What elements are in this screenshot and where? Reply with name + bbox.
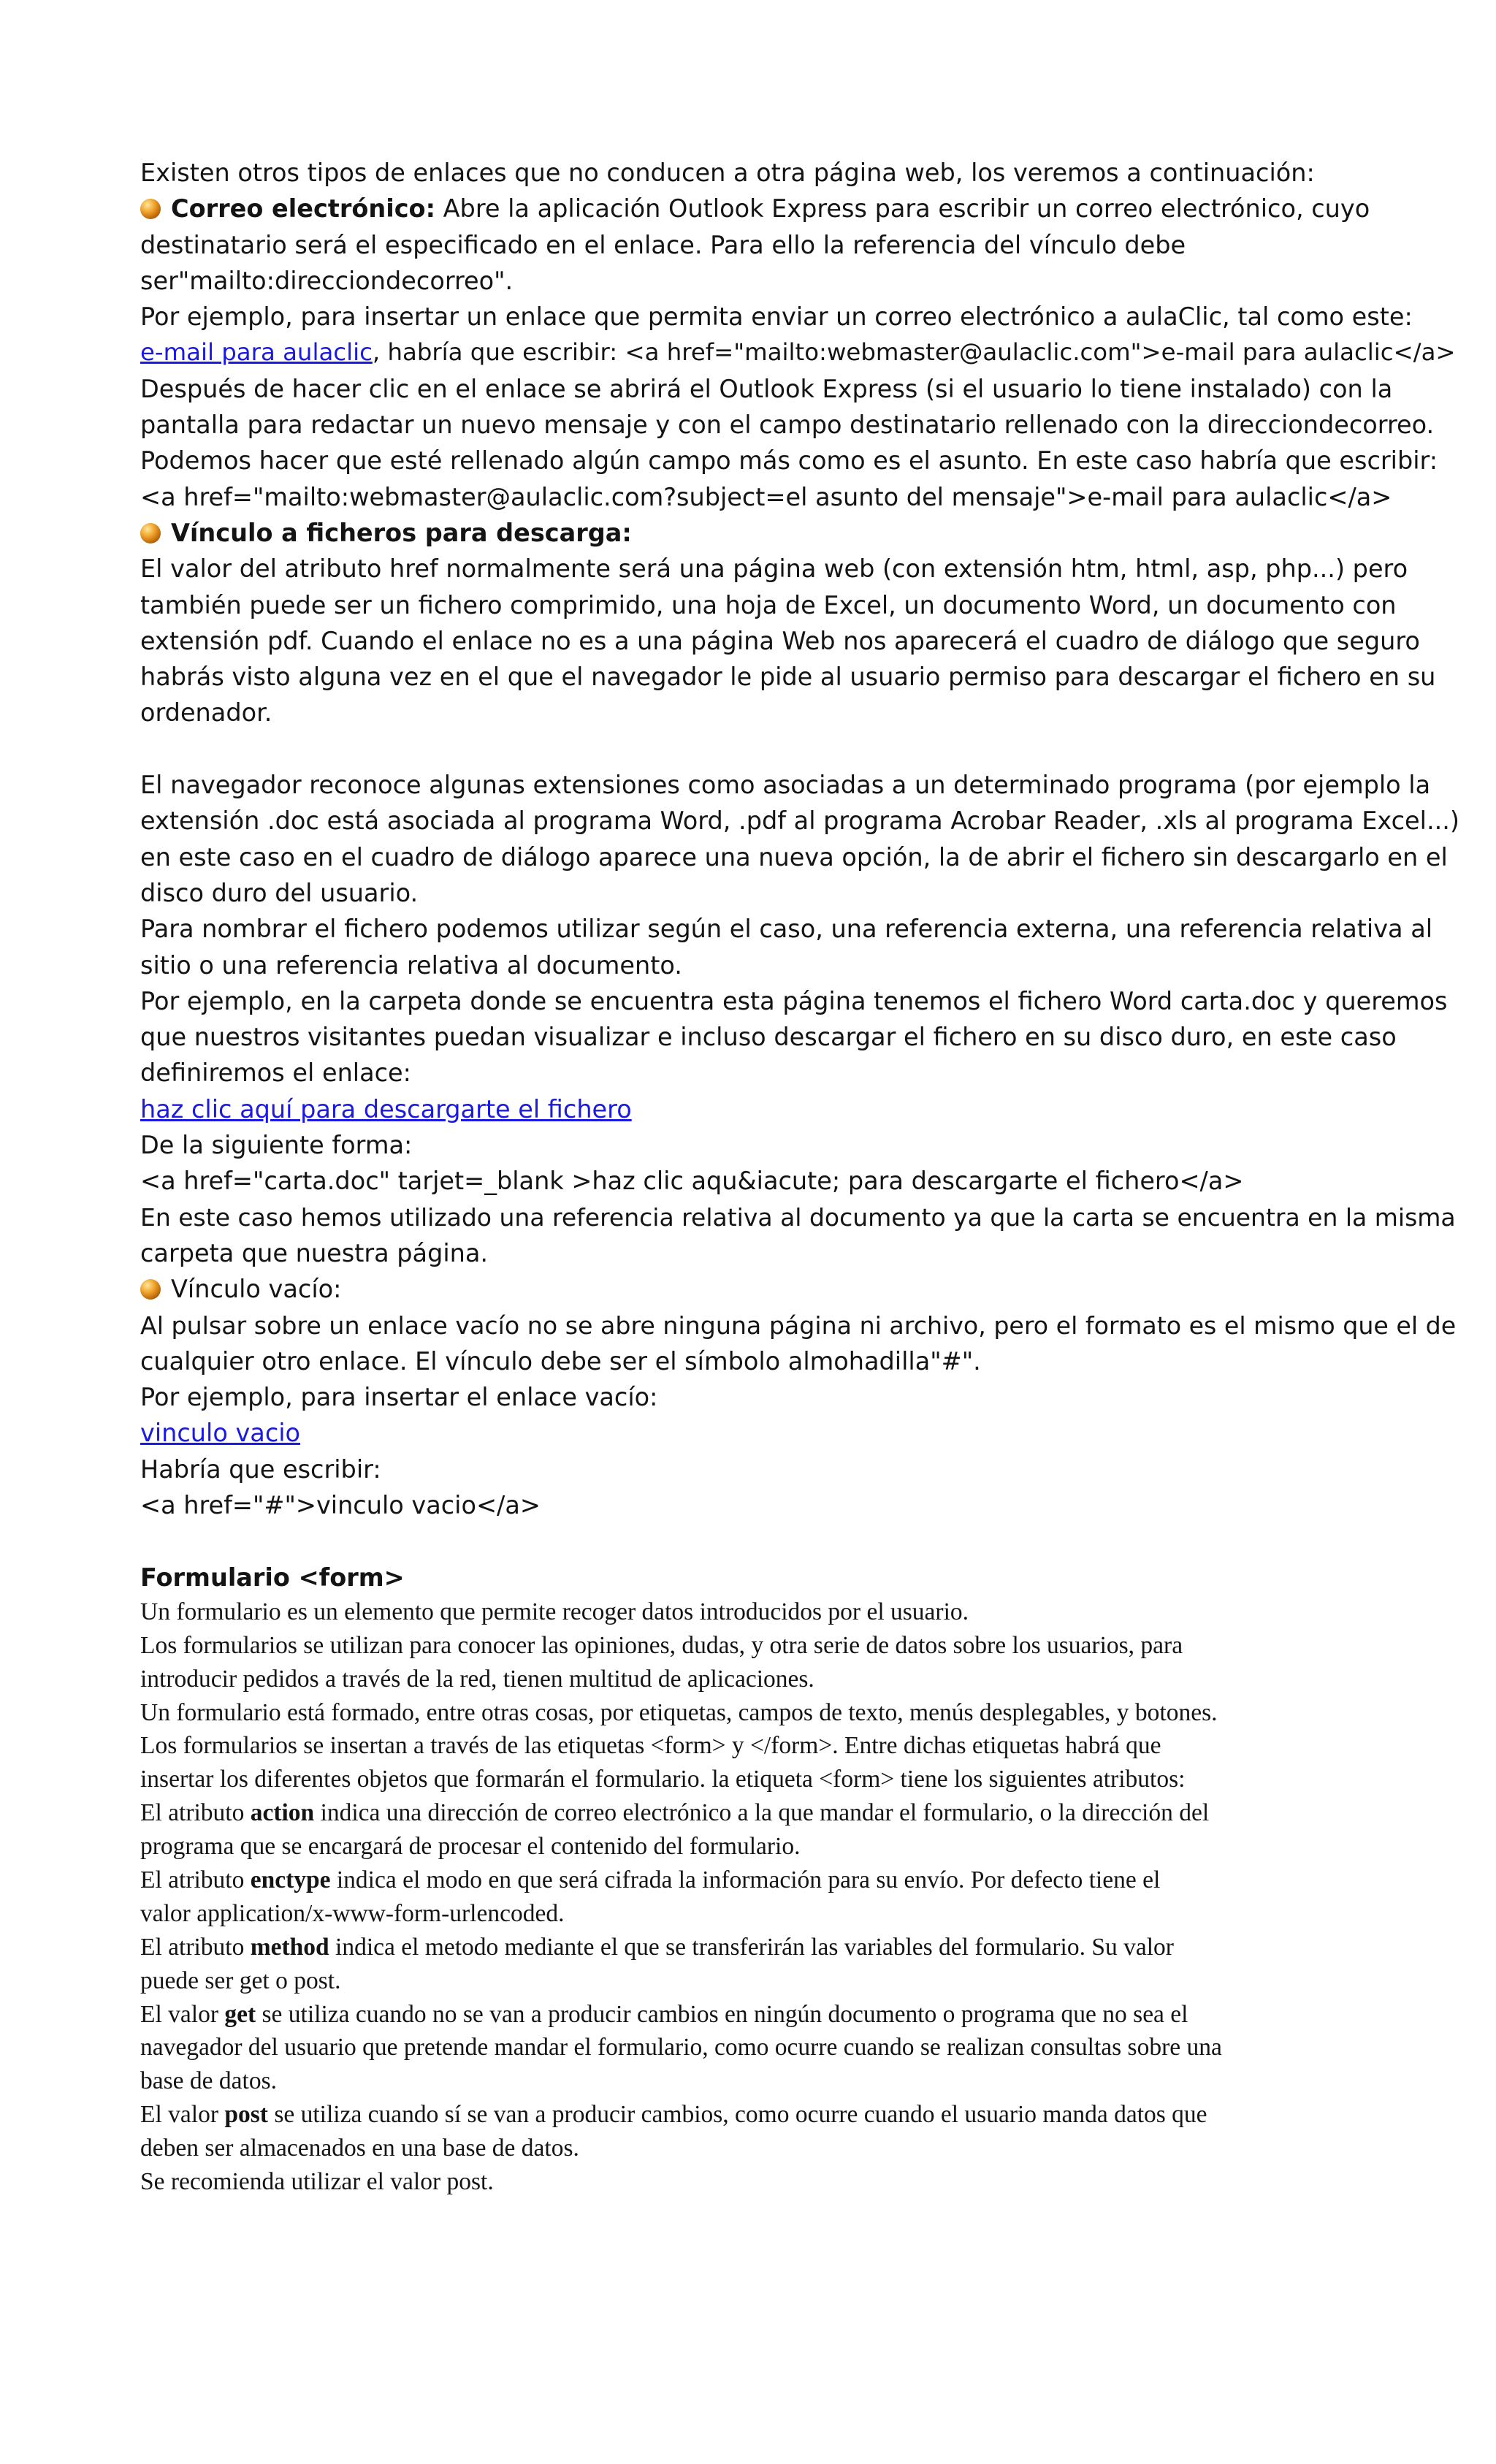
- download-code: <a href="carta.doc" tarjet=_blank >haz clic aqu&iacute; para descargarte el fichero</a>: [140, 1167, 1244, 1196]
- form-text: Los formularios se utilizan para conocer las opiniones, dudas, y otra serie de datos sobre los usuarios, para: [140, 1631, 1183, 1659]
- spacer: [140, 731, 1462, 767]
- form-text: indica el metodo mediante el que se transferirán las variables del formulario. Su valor: [329, 1933, 1174, 1961]
- email-text: Por ejemplo, para insertar un enlace que permita enviar un correo electrónico a aulaClic, tal como este:: [140, 302, 1413, 332]
- email-text: , habría que escribir: <a href="mailto:webmaster@aulaclic.com">e-mail para aulaclic</a>: [372, 338, 1456, 367]
- form-text: navegador del usuario que pretende mandar el formulario, como ocurre cuando se realizan consultas sobre una: [140, 2034, 1222, 2061]
- form-action-line: [140, 1796, 1462, 1830]
- download-text: Para nombrar el fichero podemos utilizar según el caso, una referencia externa, una referencia relativa al: [140, 915, 1433, 944]
- email-heading: Correo electrónico:: [171, 194, 435, 224]
- form-get-line: [140, 1998, 1462, 2032]
- email-example-link[interactable]: e-mail para aulaclic: [140, 338, 373, 367]
- empty-heading: Vínculo vacío:: [171, 1275, 342, 1304]
- form-text: insertar los diferentes objetos que formarán el formulario. la etiqueta <form> tiene los siguientes atributos:: [140, 1766, 1186, 1793]
- download-text: también puede ser un fichero comprimido, una hoja de Excel, un documento Word, un documento con: [140, 590, 1397, 619]
- form-text: El atributo: [140, 1933, 251, 1961]
- email-code: <a href="mailto:webmaster@aulaclic.com?subject=el asunto del mensaje">e-mail para aulaclic</a>: [140, 482, 1392, 511]
- download-example-link[interactable]: haz clic aquí para descargarte el fichero: [140, 1094, 632, 1124]
- email-text: Después de hacer clic en el enlace se abrirá el Outlook Express (si el usuario lo tiene instalado) con la: [140, 374, 1393, 403]
- action-keyword: action: [250, 1799, 315, 1827]
- form-text: El valor: [140, 2101, 225, 2129]
- method-keyword: method: [250, 1933, 329, 1961]
- email-text: ser"mailto:direcciondecorreo".: [140, 266, 514, 295]
- download-text: que nuestros visitantes puedan visualizar e incluso descargar el fichero en su disco duro, en este caso: [140, 1023, 1397, 1052]
- form-text: Los formularios se insertan a través de las etiquetas <form> y </form>. Entre dichas etiquetas habrá que: [140, 1732, 1161, 1760]
- form-section: [140, 1560, 1462, 2199]
- intro-text: Existen otros tipos de enlaces que no conducen a otra página web, los veremos a continuación:: [140, 159, 1315, 187]
- form-text: introducir pedidos a través de la red, tienen multitud de aplicaciones.: [140, 1665, 814, 1693]
- download-text: ordenador.: [140, 698, 272, 728]
- empty-example-link[interactable]: vinculo vacio: [140, 1419, 301, 1448]
- download-text: habrás visto alguna vez en el que el navegador le pide al usuario permiso para descargar el fichero en su: [140, 663, 1436, 692]
- download-text: Por ejemplo, en la carpeta donde se encuentra esta página tenemos el fichero Word carta.doc y queremos: [140, 986, 1448, 1015]
- download-text: extensión pdf. Cuando el enlace no es a una página Web nos aparecerá el cuadro de diálogo que seguro: [140, 626, 1420, 655]
- email-text: destinatario será el especificado en el enlace. Para ello la referencia del vínculo debe: [140, 230, 1186, 259]
- form-text: base de datos.: [140, 2067, 277, 2095]
- email-text: Podemos hacer que esté rellenado algún campo más como es el asunto. En este caso habría que escribir:: [140, 446, 1438, 476]
- form-text: El valor: [140, 2000, 225, 2028]
- download-text: sitio o una referencia relativa al documento.: [140, 950, 682, 980]
- download-heading: Vínculo a ficheros para descarga:: [171, 518, 632, 547]
- form-text: Se recomienda utilizar el valor post.: [140, 2168, 494, 2196]
- form-heading: Formulario <form>: [140, 1563, 405, 1592]
- form-text: valor application/x-www-form-urlencoded.: [140, 1899, 565, 1927]
- form-text: se utiliza cuando sí se van a producir cambios, como ocurre cuando el usuario manda datos que: [267, 2101, 1207, 2129]
- download-text: El valor del atributo href normalmente será una página web (con extensión htm, html, asp, php...) pero: [140, 554, 1408, 584]
- get-keyword: get: [224, 2000, 256, 2028]
- empty-text: Al pulsar sobre un enlace vacío no se abre ninguna página ni archivo, pero el formato es el mismo que el de: [140, 1311, 1457, 1340]
- email-heading-line: [140, 191, 1462, 226]
- form-text: Un formulario es un elemento que permite recoger datos introducidos por el usuario.: [140, 1598, 969, 1625]
- download-text: En este caso hemos utilizado una referencia relativa al documento ya que la carta se encuentra en la misma: [140, 1202, 1456, 1232]
- download-text: De la siguiente forma:: [140, 1131, 413, 1160]
- form-post-line: [140, 2098, 1462, 2132]
- empty-code: <a href="#">vinculo vacio</a>: [140, 1490, 541, 1519]
- bullet-icon: [140, 1279, 161, 1300]
- download-example-line: [140, 1091, 1462, 1127]
- download-heading-line: [140, 515, 1462, 551]
- form-enctype-line: [140, 1864, 1462, 1897]
- email-text: pantalla para redactar un nuevo mensaje y con el campo destinatario rellenado con la direcciondecorreo.: [140, 411, 1435, 440]
- form-text: indica una dirección de correo electrónico a la que mandar el formulario, o la dirección del: [314, 1799, 1210, 1827]
- download-text: disco duro del usuario.: [140, 878, 419, 907]
- spacer: [140, 1523, 1462, 1559]
- form-text: programa que se encargará de procesar el contenido del formulario.: [140, 1833, 801, 1861]
- form-text: indica el modo en que será cifrada la información para su envío. Por defecto tiene el: [330, 1866, 1161, 1893]
- bullet-icon: [140, 199, 161, 219]
- download-text: El navegador reconoce algunas extensiones como asociadas a un determinado programa (por ejemplo la: [140, 771, 1431, 800]
- empty-heading-line: [140, 1271, 1462, 1307]
- email-example-line: [140, 335, 1462, 370]
- form-method-line: [140, 1931, 1462, 1964]
- bullet-icon: [140, 523, 161, 543]
- form-text: El atributo: [140, 1866, 251, 1893]
- download-text: extensión .doc está asociada al programa Word, .pdf al programa Acrobar Reader, .xls al programa Excel...): [140, 806, 1459, 836]
- download-text: carpeta que nuestra página.: [140, 1238, 489, 1267]
- empty-text: Habría que escribir:: [140, 1454, 381, 1484]
- post-keyword: post: [224, 2101, 268, 2129]
- form-text: puede ser get o post.: [140, 1967, 341, 1994]
- empty-text: cualquier otro enlace. El vínculo debe ser el símbolo almohadilla"#".: [140, 1346, 981, 1376]
- form-text: Un formulario está formado, entre otras cosas, por etiquetas, campos de texto, menús desplegables, y botones.: [140, 1698, 1218, 1726]
- email-text: Abre la aplicación Outlook Express para escribir un correo electrónico, cuyo: [435, 194, 1370, 224]
- form-text: El atributo: [140, 1799, 251, 1827]
- document-page: [140, 155, 1462, 2199]
- download-text: en este caso en el cuadro de diálogo aparece una nueva opción, la de abrir el fichero sin descargarlo en el: [140, 842, 1448, 871]
- enctype-keyword: enctype: [250, 1866, 331, 1893]
- form-text: deben ser almacenados en una base de datos.: [140, 2135, 579, 2162]
- links-section: [140, 155, 1462, 1560]
- empty-example-line: [140, 1415, 1462, 1451]
- form-text: se utiliza cuando no se van a producir cambios en ningún documento o programa que no sea el: [256, 2000, 1188, 2028]
- download-text: definiremos el enlace:: [140, 1059, 411, 1088]
- empty-text: Por ejemplo, para insertar el enlace vacío:: [140, 1383, 658, 1412]
